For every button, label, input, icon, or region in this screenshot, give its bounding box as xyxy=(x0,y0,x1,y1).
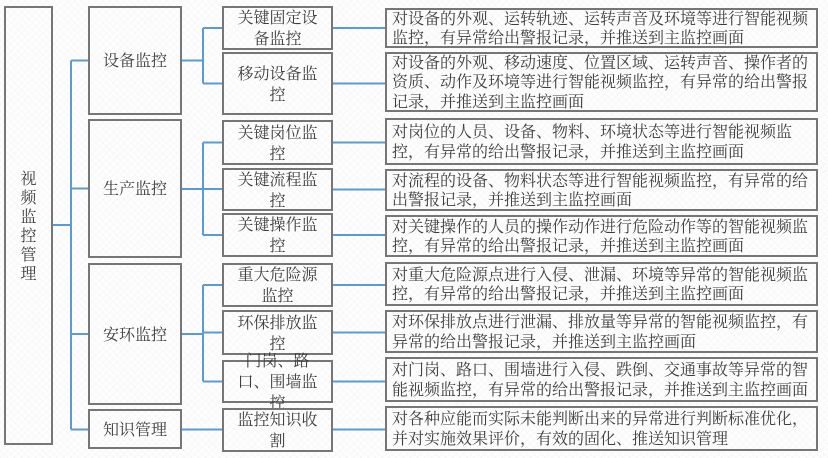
desc-node-major-hazard-source xyxy=(385,262,818,306)
root-trunk-connector xyxy=(53,61,88,430)
category-label: 安环监控 xyxy=(102,324,167,344)
desc-node-key-fixed-equipment xyxy=(385,8,818,48)
root-node-label: 视频监控管理 xyxy=(20,168,37,283)
desc-text: 对重大危险源点进行入侵、泄漏、环境等异常的智能视频监控，有异常的给出警报记录，并推送到主监控画面 xyxy=(392,264,809,303)
leaf-node-key-operation xyxy=(222,213,333,257)
category-node-knowledge-management xyxy=(88,409,182,449)
leaf-node-knowledge-harvest xyxy=(222,408,333,452)
leaf-desc-connectors xyxy=(333,28,385,430)
desc-text: 对各种应能而实际未能判断出来的异常进行判断标准优化，并对实施效果评价，有效的固化、推送知识管理 xyxy=(392,409,809,448)
leaf-node-environmental-discharge xyxy=(222,310,333,355)
leaf-label: 关键操作监控 xyxy=(237,215,318,255)
category-label: 生产监控 xyxy=(102,179,167,198)
desc-text: 对关键操作的人员的操作动作进行危险动作等的智能视频监控，有异常的给出警报记录，并推送到主监控画面 xyxy=(392,216,809,255)
desc-node-key-process xyxy=(385,169,818,211)
desc-node-knowledge-harvest xyxy=(385,406,818,451)
desc-text: 对岗位的人员、设备、物料、环境状态等进行智能视频监控，有异常的给出警报记录，并推送到主监控画面 xyxy=(392,122,793,161)
leaf-label: 关键流程监控 xyxy=(237,169,318,210)
category-node-equipment-monitoring xyxy=(88,6,182,115)
category-label: 设备监控 xyxy=(102,51,167,70)
desc-node-gate-road-wall xyxy=(385,357,818,402)
leaf-node-gate-road-wall xyxy=(222,351,333,412)
leaf-label: 重大危险源监控 xyxy=(237,265,318,305)
equipment-group-connector xyxy=(182,28,222,84)
leaf-label: 环保排放监控 xyxy=(237,312,318,353)
desc-text: 对门岗、路口、围墙进行入侵、跌倒、交通事故等异常的智能视频监控，有异常的给出警报记录，并推送到主监控画面 xyxy=(392,360,809,399)
safety-env-group-connector xyxy=(182,285,222,382)
desc-node-key-post xyxy=(385,118,818,165)
root-node xyxy=(4,6,53,445)
desc-node-key-operation xyxy=(385,215,818,257)
desc-text: 对环保排放点进行泄漏、排放量等异常的智能视频监控，有异常的给出警报记录，并推送到主监控画面 xyxy=(392,312,809,351)
leaf-node-major-hazard-source xyxy=(222,263,333,307)
production-group-connector xyxy=(182,143,222,236)
leaf-node-key-process xyxy=(222,168,333,211)
leaf-label: 关键岗位监控 xyxy=(237,122,318,163)
category-label: 知识管理 xyxy=(102,419,167,439)
leaf-label: 关键固定设备监控 xyxy=(237,8,318,48)
leaf-label: 移动设备监控 xyxy=(237,63,318,104)
leaf-label: 监控知识收割 xyxy=(237,410,318,450)
desc-text: 对设备的外观、移动速度、位置区域、运转声音、操作者的资质、动作及环境等进行智能视频监控，有异常的给出警报记录，并推送到主监控画面 xyxy=(392,52,809,111)
category-node-production-monitoring xyxy=(88,119,182,258)
leaf-node-key-post xyxy=(222,120,333,165)
desc-text: 对设备的外观、运转轨迹、运转声音及环境等进行智能视频监控，有异常给出警报记录，并推送到主监控画面 xyxy=(392,8,809,47)
desc-node-environmental-discharge xyxy=(385,310,818,353)
leaf-label: 门岗、路口、围墙监控 xyxy=(237,351,318,412)
leaf-node-key-fixed-equipment xyxy=(222,6,333,50)
desc-text: 对流程的设备、物料状态等进行智能视频监控，有异常的给出警报记录，并推送到主监控画面 xyxy=(392,170,809,209)
category-node-safety-environment-monitoring xyxy=(88,263,182,405)
desc-node-mobile-equipment xyxy=(385,52,818,112)
leaf-node-mobile-equipment xyxy=(222,52,333,115)
